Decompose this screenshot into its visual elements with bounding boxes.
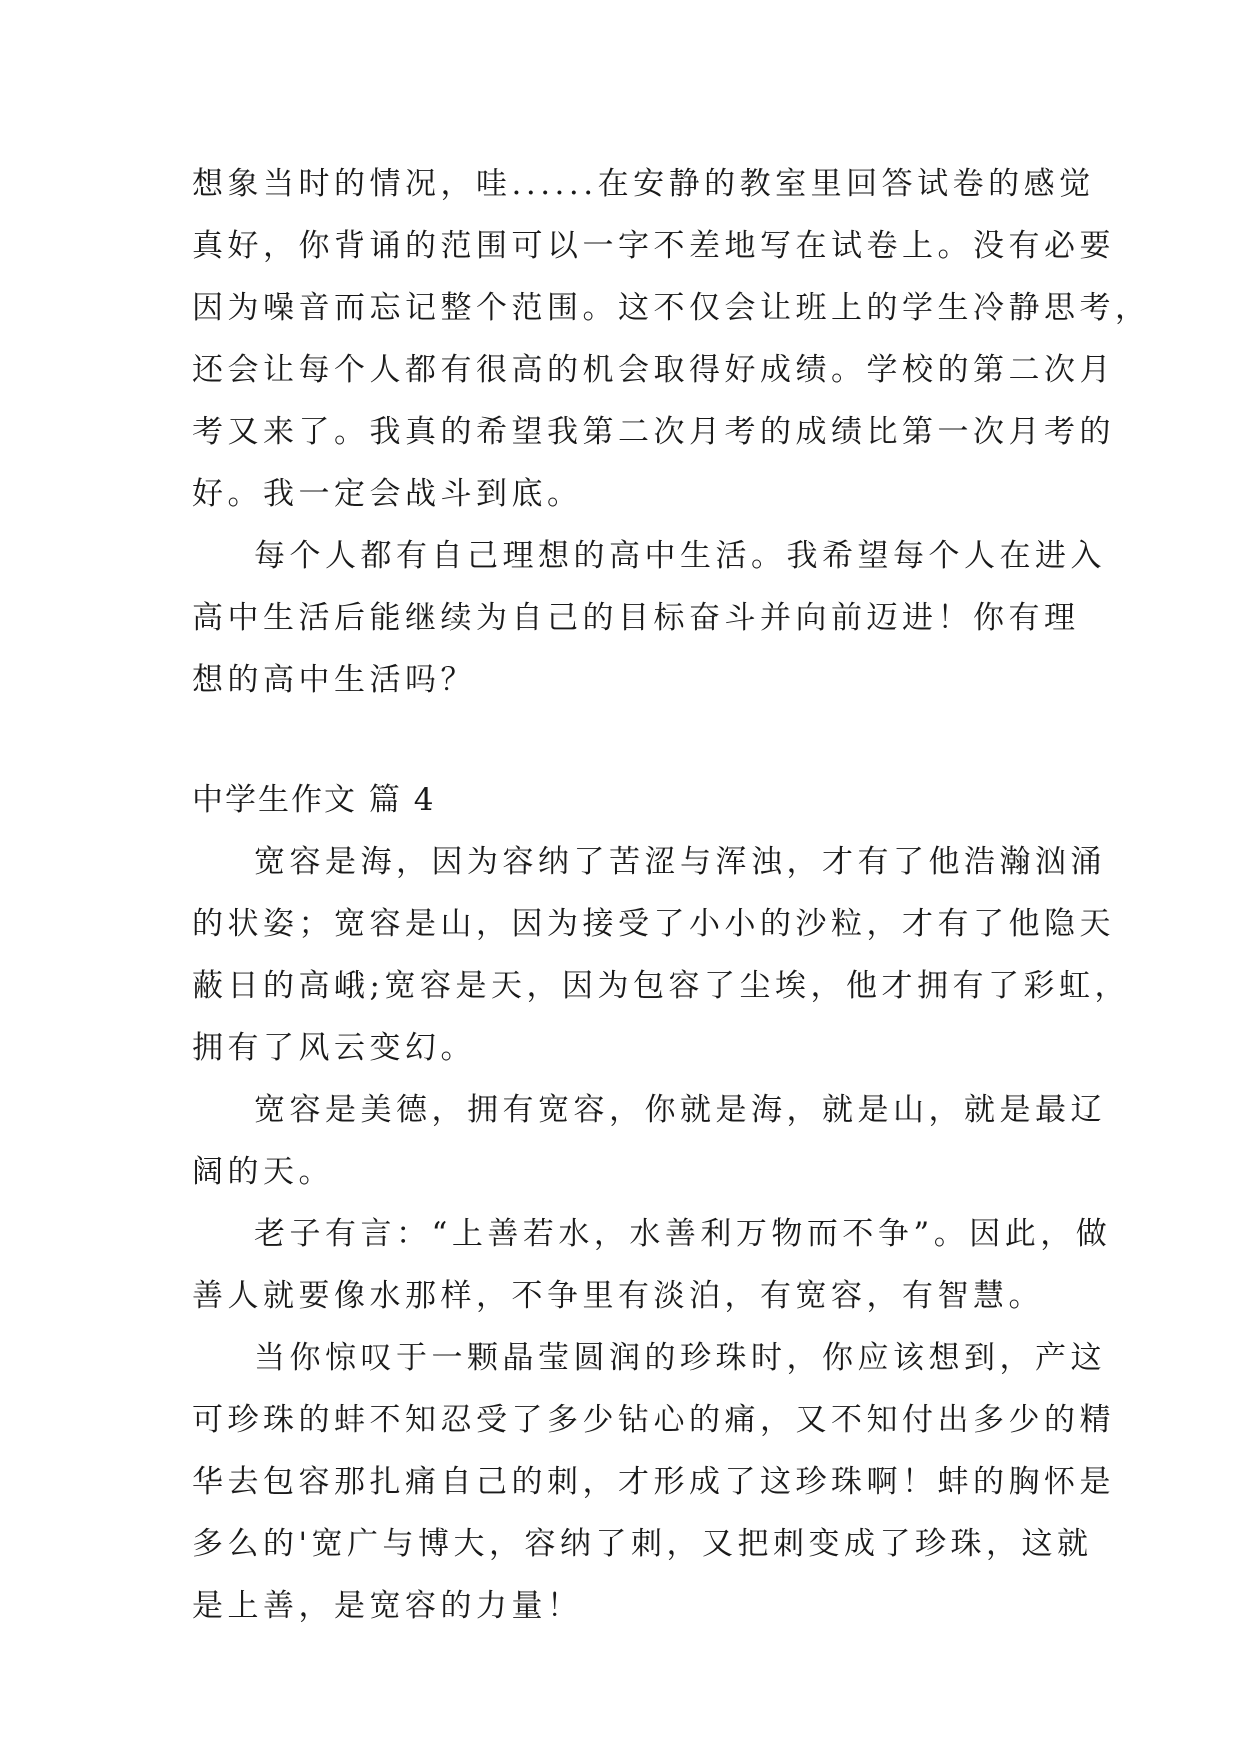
text-line: 蔽日的高峨;宽容是天，因为包容了尘埃，他才拥有了彩虹， [192,968,1130,1004]
text-line: 多么的'宽广与博大，容纳了刺，又把刺变成了珍珠，这就 [192,1526,1093,1562]
text-line: 真好，你背诵的范围可以一字不差地写在试卷上。没有必要 [192,228,1115,264]
text-line: 是上善，是宽容的力量！ [192,1588,583,1624]
paragraph-start-line: 每个人都有自己理想的高中生活。我希望每个人在进入 [254,538,1106,574]
paragraph-start-line: 宽容是海，因为容纳了苦涩与浑浊，才有了他浩瀚汹涌 [254,844,1106,880]
text-line: 想的高中生活吗？ [192,662,476,698]
text-line: 阔的天。 [192,1154,334,1190]
text-line: 考又来了。我真的希望我第二次月考的成绩比第一次月考的 [192,414,1115,450]
text-line: 因为噪音而忘记整个范围。这不仅会让班上的学生冷静思考， [192,290,1151,326]
text-line: 华去包容那扎痛自己的刺，才形成了这珍珠啊！蚌的胸怀是 [192,1464,1115,1500]
text-line: 想象当时的情况，哇......在安静的教室里回答试卷的感觉 [192,166,1095,202]
text-line: 高中生活后能继续为自己的目标奋斗并向前迈进！你有理 [192,600,1080,636]
section-heading: 中学生作文 篇 4 [192,782,436,818]
paragraph-start-line: 老子有言：“上善若水，水善利万物而不争”。因此，做 [254,1216,1112,1252]
text-line: 好。我一定会战斗到底。 [192,476,583,512]
text-line: 善人就要像水那样，不争里有淡泊，有宽容，有智慧。 [192,1278,1044,1314]
text-line: 拥有了风云变幻。 [192,1030,476,1066]
text-line: 可珍珠的蚌不知忍受了多少钻心的痛，又不知付出多少的精 [192,1402,1115,1438]
paragraph-start-line: 宽容是美德，拥有宽容，你就是海，就是山，就是最辽 [254,1092,1106,1128]
text-line: 还会让每个人都有很高的机会取得好成绩。学校的第二次月 [192,352,1115,388]
paragraph-start-line: 当你惊叹于一颗晶莹圆润的珍珠时，你应该想到，产这 [254,1340,1106,1376]
text-line: 的状姿；宽容是山，因为接受了小小的沙粒，才有了他隐天 [192,906,1115,942]
